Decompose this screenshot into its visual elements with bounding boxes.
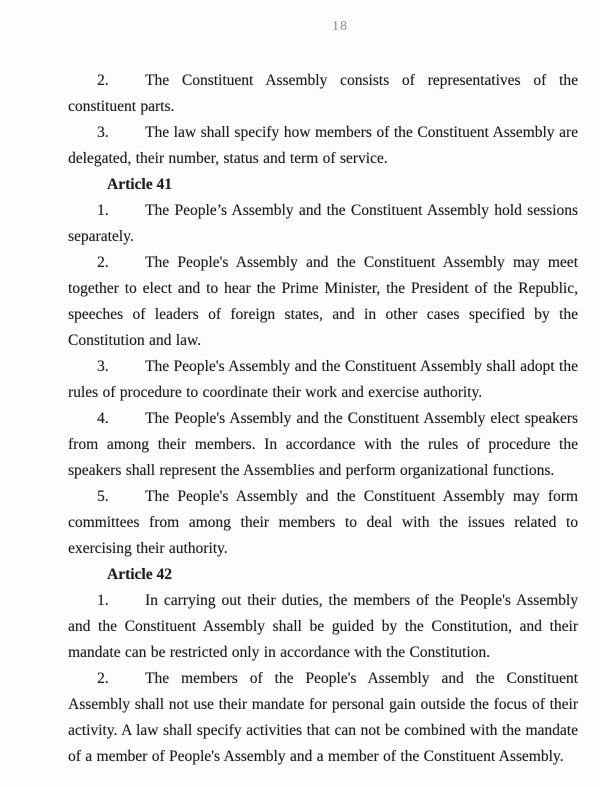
numbered-paragraph	[68, 484, 578, 562]
numbered-paragraph	[68, 120, 578, 172]
numbered-paragraph	[68, 406, 578, 484]
paragraph-text: The People's Assembly and the Constituent Assembly may form committees from among their members to deal with the issues related to exercising their authority.	[68, 488, 578, 557]
paragraph-text: The members of the People's Assembly and the Constituent Assembly shall not use their mandate for personal gain outside the focus of their activity. A law shall specify activities that can not be combined with the mandate of a member of People's Assembly and a member of the Constituent Assembly.	[68, 670, 578, 765]
item-number: 3.	[97, 124, 109, 141]
item-number: 1.	[97, 592, 109, 609]
numbered-paragraph	[68, 198, 578, 250]
item-number: 2.	[97, 254, 109, 271]
numbered-paragraph	[68, 354, 578, 406]
numbered-paragraph	[68, 250, 578, 354]
page-number: 18	[332, 19, 348, 34]
numbered-paragraph	[68, 588, 578, 666]
numbered-paragraph	[68, 68, 578, 120]
item-number: 2.	[97, 72, 109, 89]
article-heading: Article 41	[107, 176, 172, 193]
item-number: 1.	[97, 202, 109, 219]
paragraph-text: The People's Assembly and the Constituent Assembly may meet together to elect and to hear the Prime Minister, the President of the Republic, speeches of leaders of foreign states, and in other cases specified by the Constitution and law.	[68, 254, 578, 349]
paragraph-text: The Constituent Assembly consists of representatives of the constituent parts.	[68, 72, 578, 115]
article-heading: Article 42	[107, 566, 172, 583]
item-number: 4.	[97, 410, 109, 427]
paragraph-text: The People's Assembly and the Constituent Assembly elect speakers from among their members. In accordance with the rules of procedure the speakers shall represent the Assemblies and perform organizational functions.	[68, 410, 578, 479]
paragraph-text: The People's Assembly and the Constituent Assembly shall adopt the rules of procedure to coordinate their work and exercise authority.	[68, 358, 578, 401]
item-number: 2.	[97, 670, 109, 687]
numbered-paragraph	[68, 666, 578, 770]
item-number: 5.	[97, 488, 109, 505]
paragraph-text: In carrying out their duties, the members of the People's Assembly and the Constituent Assembly shall be guided by the Constitution, and their mandate can be restricted only in accordance with the Constitution.	[68, 592, 578, 661]
item-number: 3.	[97, 358, 109, 375]
paragraph-text: The law shall specify how members of the Constituent Assembly are delegated, their number, status and term of service.	[68, 124, 578, 167]
paragraph-text: The People’s Assembly and the Constituent Assembly hold sessions separately.	[68, 202, 578, 245]
